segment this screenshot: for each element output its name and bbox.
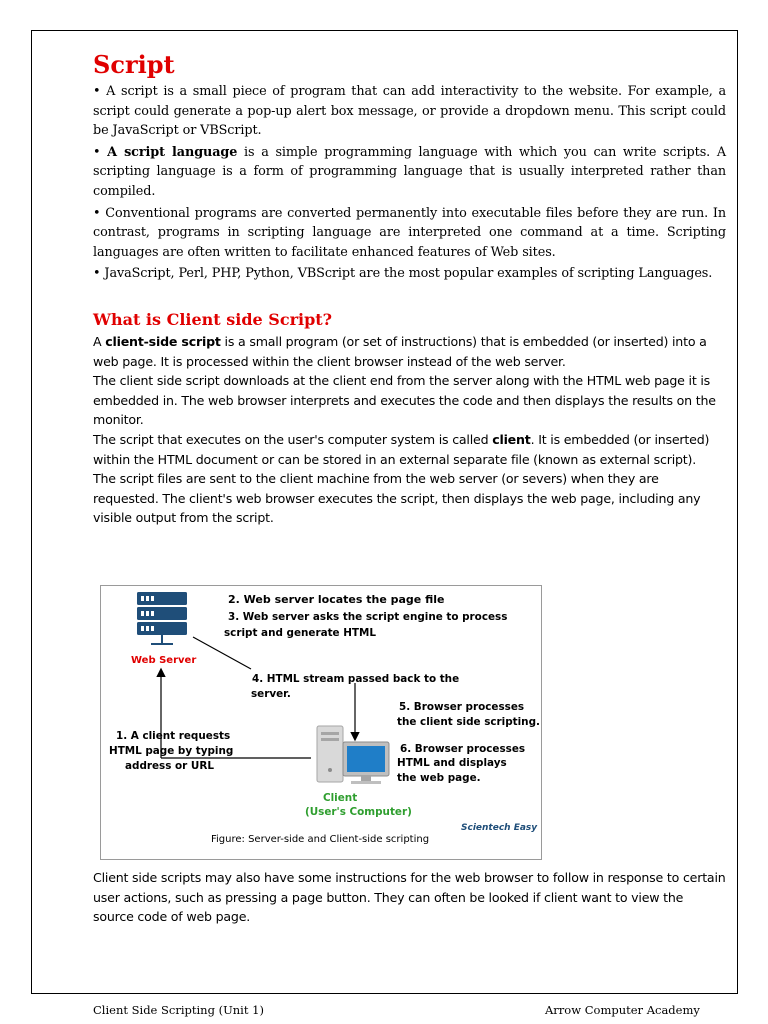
web-server-icon [137, 592, 187, 644]
step-6-line2: HTML and displays [397, 757, 507, 769]
bullet-item: • A script language is a simple programming language with which you can write scripts. A scripting language is a form of programming language that is usually interpreted rather than compiled. [93, 144, 726, 199]
bold-term: client-side script [105, 333, 221, 349]
bullet-item: • A script is a small piece of program that can add interactivity to the website. For example, a script could generate a pop-up alert box message, or provide a dropdown menu. This script could be JavaScript or VBScript. [93, 84, 726, 139]
main-content [93, 50, 726, 528]
footer-right: Arrow Computer Academy [545, 1003, 700, 1017]
section-title-client-side: What is Client side Script? [93, 309, 333, 329]
step-1-line1: 1. A client requests [116, 730, 231, 742]
paragraph: A client-side script is a small program (or set of instructions) that is embedded (or inserted) into a web page. It is processed within the client browser instead of the web server. [93, 333, 707, 369]
step-5-line2: the client side scripting. [397, 716, 540, 728]
web-server-label: Web Server [131, 655, 197, 666]
step-1-line3: address or URL [125, 760, 214, 772]
scripting-diagram [100, 585, 542, 860]
bold-term: A script language [107, 144, 238, 160]
footer-left: Client Side Scripting (Unit 1) [93, 1003, 264, 1017]
step-6-line3: the web page. [397, 772, 481, 784]
step-2-text: 2. Web server locates the page file [228, 593, 445, 606]
step-1-line2: HTML page by typing [109, 745, 234, 757]
bullet-item: • JavaScript, Perl, PHP, Python, VBScript are the most popular examples of scripting Languages. [93, 266, 713, 282]
step-3-line2: script and generate HTML [224, 627, 376, 639]
bold-term: client [492, 431, 531, 447]
client-label: Client [323, 792, 358, 804]
server-to-html-line [193, 637, 251, 669]
client-computer-icon [317, 726, 389, 784]
step-4-line1: 4. HTML stream passed back to the [252, 673, 460, 685]
step-5-line1: 5. Browser processes [399, 701, 525, 713]
section-title-script: Script [93, 50, 175, 79]
paragraph: The script that executes on the user's computer system is called client. It is embedded (or inserted) within the HTML document or can be stored in an external separate file (known as external script). [93, 431, 710, 467]
closing-paragraph-block [93, 868, 726, 927]
bullet-item: • Conventional programs are converted permanently into executable files before they are run. In contrast, programs in scripting language are interpreted one command at a time. Scripting languages are often written to facilitate enhanced features of Web sites. [93, 205, 726, 260]
paragraph: The client side script downloads at the client end from the server along with the HTML web page it is embedded in. The web browser interprets and executes the code and then displays the results on the monitor. [93, 373, 716, 428]
watermark-text: Scientech Easy [461, 823, 538, 833]
script-bullet-list [93, 82, 726, 284]
step-6-line1: 6. Browser processes [400, 743, 526, 755]
step-3-line1: 3. Web server asks the script engine to process [228, 611, 508, 623]
client-sub-label: (User's Computer) [305, 806, 412, 818]
figure-caption: Figure: Server-side and Client-side scripting [211, 834, 430, 845]
step-4-line2: server. [251, 688, 291, 700]
closing-paragraph: Client side scripts may also have some instructions for the web browser to follow in response to certain user actions, such as pressing a page button. They can often be looked if client want to view the source code of web page. [93, 870, 726, 925]
paragraph: The script files are sent to the client machine from the web server (or severs) when they are requested. The client's web browser executes the script, then displays the web page, including any visible output from the script. [93, 471, 701, 526]
